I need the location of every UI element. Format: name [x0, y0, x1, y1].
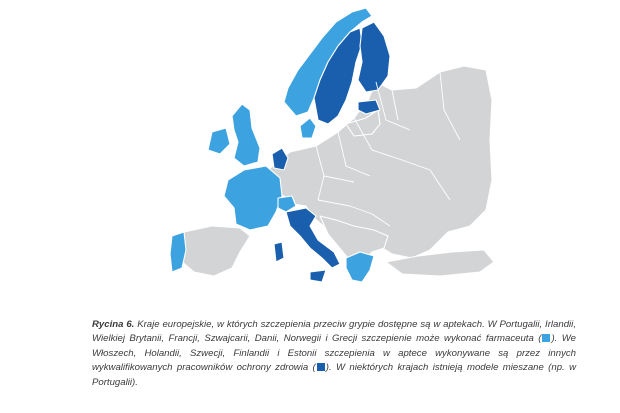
country-sicily	[310, 270, 326, 282]
caption-part1: Kraje europejskie, w których szczepienia przeciw grypie dostępne są w aptekach. W Portugalii, Irlandii, Wielkiej Brytanii, Francji, Szwajcarii, Danii, Norwegii i Grecji szczepienie może wykonać farmaceuta (	[92, 319, 576, 345]
legend-swatch-other-workers-icon	[317, 363, 325, 371]
country-great-britain	[232, 104, 260, 166]
country-sardinia	[274, 242, 284, 262]
country-switzerland	[278, 196, 296, 212]
country-portugal	[170, 232, 186, 272]
legend-swatch-pharmacist-icon	[542, 334, 550, 342]
country-greece	[346, 252, 374, 282]
country-ireland	[208, 128, 230, 154]
europe-map-svg	[140, 0, 500, 300]
country-finland	[358, 22, 390, 92]
country-spain	[180, 226, 250, 276]
caption-part3: ). W niektórych krajach istnieją modele mieszane (np. w Portugalii).	[92, 362, 576, 388]
country-denmark	[300, 118, 316, 138]
country-netherlands	[272, 148, 288, 170]
caption-label: Rycina 6.	[92, 319, 135, 330]
figure-caption	[92, 318, 576, 390]
europe-map	[140, 0, 500, 300]
caption-part2: ). We Włoszech, Holandii, Szwecji, Finlandii i Estonii szczepienia w aptece wykonywane są przez innych wykwalifikowanych pracowników ochrony zdrowia (	[92, 333, 576, 374]
country-france	[224, 166, 282, 230]
